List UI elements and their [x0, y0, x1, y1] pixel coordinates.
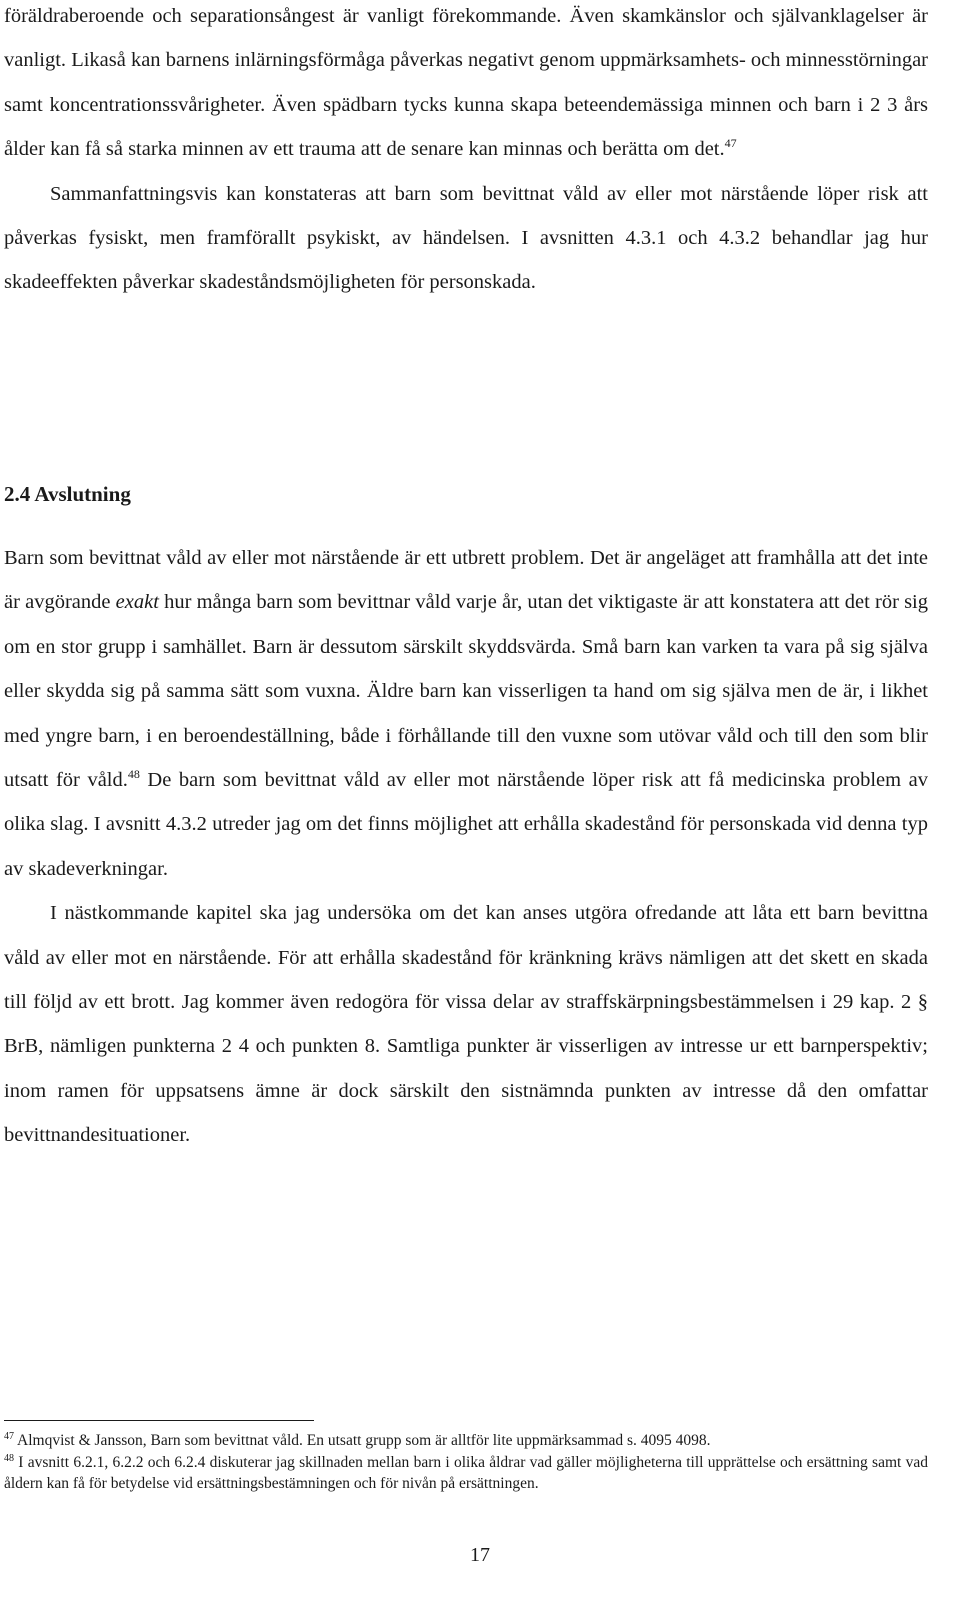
footnote-number-48: 48 — [4, 1452, 14, 1464]
footnote-text-47: Almqvist & Jansson, Barn som bevittnat våld. En utsatt grupp som är alltför lite uppmärksammad s. 4095 4098. — [14, 1432, 711, 1449]
footnote-ref-48[interactable]: 48 — [127, 767, 140, 782]
footnotes — [4, 1430, 928, 1495]
emphasized-word: exakt — [115, 591, 159, 614]
footnote-text-48: I avsnitt 6.2.1, 6.2.2 och 6.2.4 diskuterar jag skillnaden mellan barn i olika åldrar vad gäller möjligheterna till upprättelse och ersättning samt vad åldern kan få för betydelse vid ersättningsbestämningen och för nivån på ersättningen. — [4, 1453, 928, 1492]
section-body-text — [4, 536, 928, 1158]
paragraph-2: Sammanfattningsvis kan konstateras att barn som bevittnat våld av eller mot närstående löper risk att påverkas fysiskt, men framförallt psykiskt, av händelsen. I avsnitten 4.3.1 och 4.3.2 behandlar jag hur skadeeffekten påverkar skadeståndsmöjligheten för personskada. — [4, 182, 928, 294]
paragraph-1-text: föräldraberoende och separationsångest är vanligt förekommande. Även skamkänslor och självanklagelser är vanligt. Likaså kan barnens inlärningsförmåga påverkas negativt genom uppmärksamhets- och minnesstörningar samt koncentrationssvårigheter. Även spädbarn tycks kunna skapa beteendemässiga minnen och barn i 2 3 års ålder kan få så starka minnen av ett trauma att de senare kan minnas och berätta om det. — [4, 5, 928, 161]
paragraph-1 — [4, 0, 928, 172]
paragraph-3-part-1: Barn som bevittnat våld av eller mot närstående är ett utbrett problem. Det är angeläget att framhålla att det inte är avgörande — [4, 547, 928, 614]
paragraph-3-part-3: De barn som bevittnat våld av eller mot närstående löper risk att få medicinska problem av olika slag. I avsnitt 4.3.2 utreder jag om det finns möjlighet att erhålla skadestånd för personskada vid denna typ av skadeverkningar. — [4, 769, 928, 880]
footnote-ref-47[interactable]: 47 — [724, 136, 737, 151]
page-number: 17 — [470, 1544, 490, 1566]
footnote-48 — [4, 1452, 928, 1495]
section-heading: 2.4 Avslutning — [4, 482, 131, 506]
footnote-number-47: 47 — [4, 1431, 14, 1442]
paragraph-3 — [4, 536, 928, 891]
footnote-separator — [4, 1420, 314, 1421]
footnote-47 — [4, 1430, 928, 1452]
paragraph-4: I nästkommande kapitel ska jag undersöka om det kan anses utgöra ofredande att låta ett barn bevittna våld av eller mot en närstående. För att erhålla skadestånd för kränkning krävs nämligen att det skett en skada till följd av ett brott. Jag kommer även redogöra för vissa delar av straffskärpningsbestämmelsen i 29 kap. 2 § BrB, nämligen punkterna 2 4 och punkten 8. Samtliga punkter är visserligen av intresse ur ett barnperspektiv; inom ramen för uppsatsens ämne är dock särskilt den sistnämnda punkten av intresse då den omfattar bevittnandesituationer. — [4, 902, 928, 1147]
paragraph-3-part-2: hur många barn som bevittnar våld varje år, utan det viktigaste är att konstatera att det rör sig om en stor grupp i samhället. Barn är dessutom särskilt skyddsvärda. Små barn kan varken ta vara på sig själva eller skydda sig på samma sätt som vuxna. Äldre barn kan visserligen ta hand om sig själva men de är, i likhet med yngre barn, i en beroendeställning, både i förhållande till den vuxne som utövar våld och till den som blir utsatt för våld. — [4, 591, 928, 792]
section-top-text — [4, 0, 928, 305]
